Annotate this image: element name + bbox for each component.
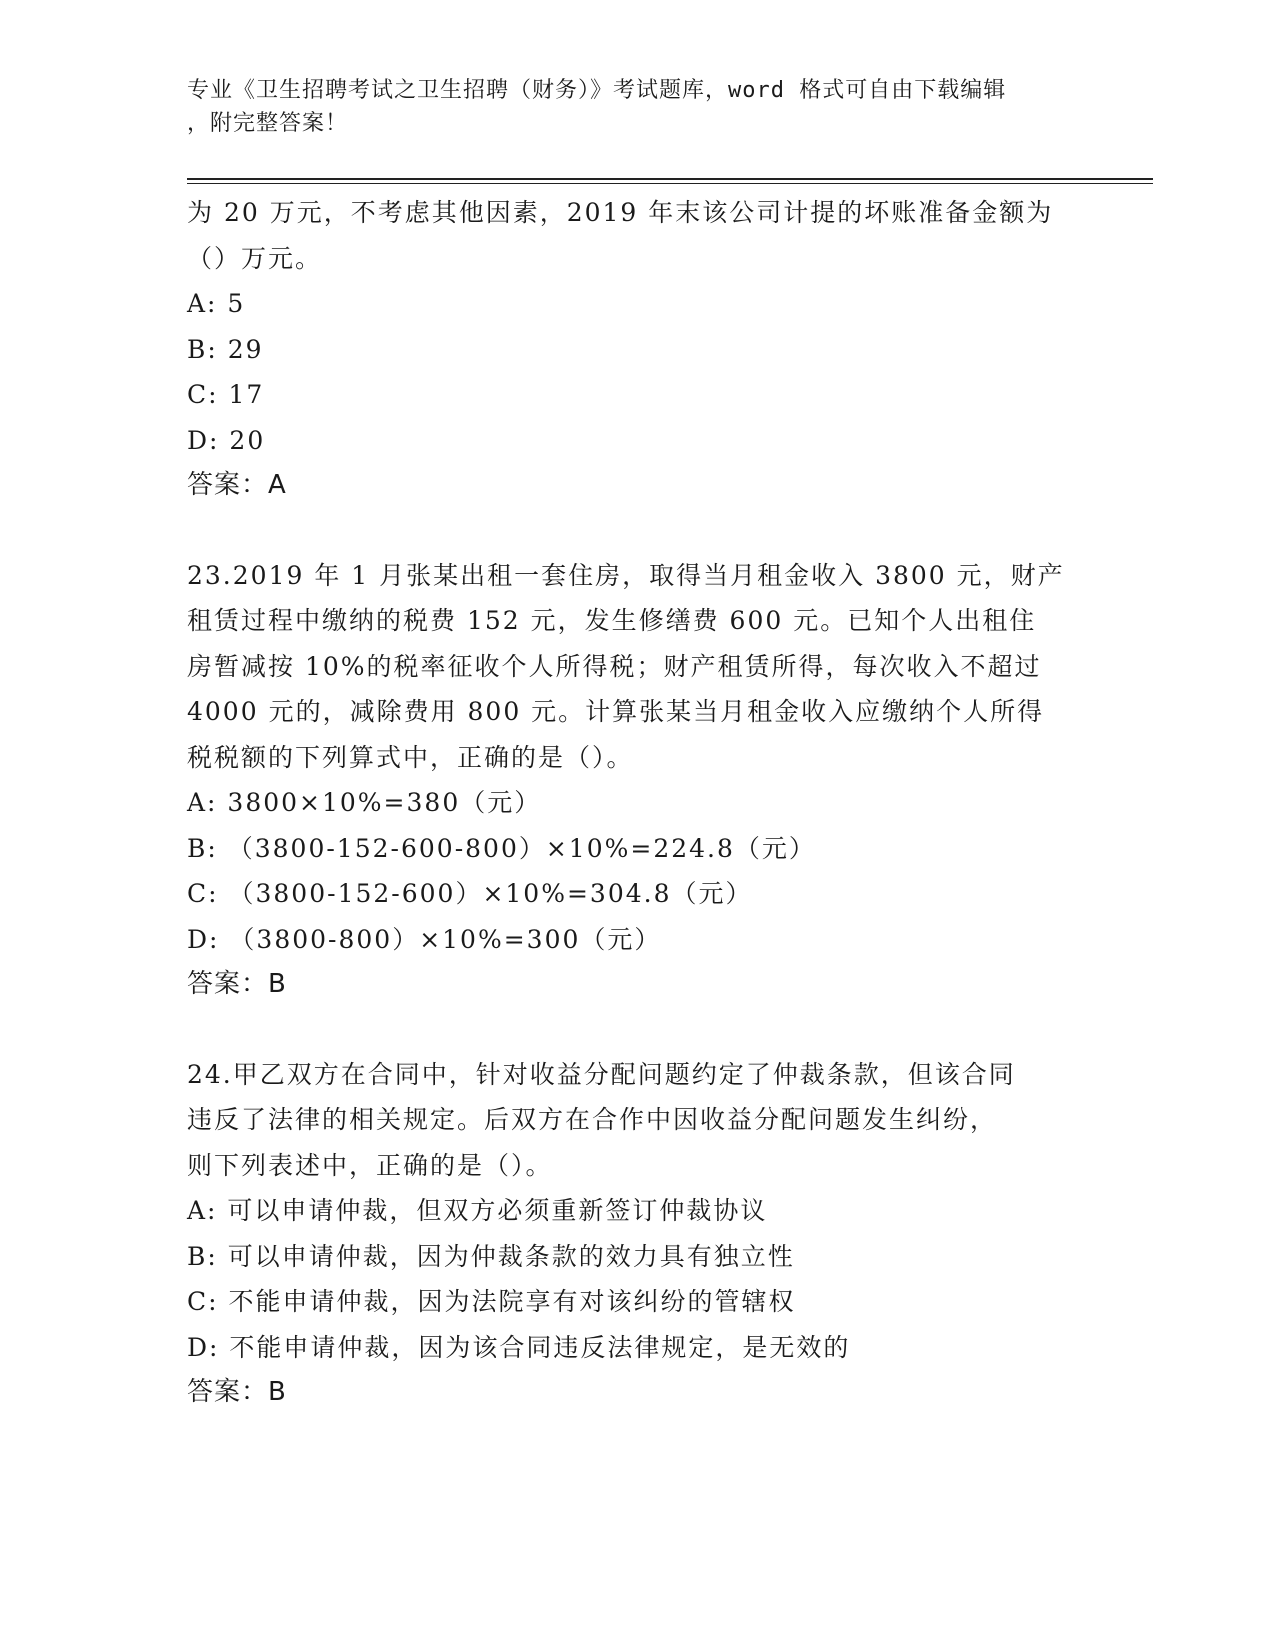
spacer	[187, 1008, 1087, 1052]
header-divider-thin	[187, 183, 1153, 184]
option-d: D: 20	[187, 425, 266, 455]
question-22	[187, 190, 1087, 509]
option-b: B: 可以申请仲裁，因为仲裁条款的效力具有独立性	[187, 1241, 795, 1271]
option-c: C: 不能申请仲裁，因为法院享有对该纠纷的管辖权	[187, 1287, 796, 1316]
question-text-line: 税税额的下列算式中，正确的是（）。	[187, 742, 634, 772]
question-text-line: 为 20 万元，不考虑其他因素，2019 年末该公司计提的坏账准备金额为	[187, 198, 1054, 227]
question-24	[187, 1052, 1087, 1416]
option-c: C: 17	[187, 380, 265, 409]
question-text-line: 租赁过程中缴纳的税费 152 元，发生修缮费 600 元。已知个人出租住	[187, 606, 1037, 635]
question-text-line: 违反了法律的相关规定。后双方在合作中因收益分配问题发生纠纷，	[187, 1105, 998, 1134]
question-text-line: 24.甲乙双方在合同中，针对收益分配问题约定了仲裁条款，但该合同	[187, 1059, 1016, 1089]
question-text-line: （）万元。	[187, 243, 323, 273]
header-line-1: 专业《卫生招聘考试之卫生招聘（财务）》考试题库，word 格式可自由下载编辑	[187, 78, 1007, 103]
option-a: A: 3800×10%=380（元）	[187, 788, 542, 817]
question-text-line: 4000 元的，减除费用 800 元。计算张某当月租金收入应缴纳个人所得	[187, 697, 1045, 726]
answer-label: 答案：A	[187, 470, 287, 500]
option-d: D: 不能申请仲裁，因为该合同违反法律规定，是无效的	[187, 1332, 851, 1362]
option-b: B: 29	[187, 334, 264, 364]
answer-label: 答案：B	[187, 1377, 287, 1407]
option-a: A: 5	[187, 289, 246, 318]
header-divider-thick	[187, 178, 1153, 180]
question-text-line: 23.2019 年 1 月张某出租一套住房，取得当月租金收入 3800 元，财产	[187, 560, 1065, 590]
option-a: A: 可以申请仲裁，但双方必须重新签订仲裁协议	[187, 1196, 768, 1225]
question-23	[187, 553, 1087, 1008]
question-text-line: 则下列表述中，正确的是（）。	[187, 1150, 553, 1180]
option-d: D: （3800-800）×10%=300（元）	[187, 924, 662, 954]
spacer	[187, 509, 1087, 553]
question-content	[187, 190, 1087, 1416]
option-c: C: （3800-152-600）×10%=304.8（元）	[187, 879, 753, 908]
document-header	[187, 74, 1067, 140]
question-text-line: 房暂减按 10%的税率征收个人所得税；财产租赁所得，每次收入不超过	[187, 651, 1042, 681]
option-b: B: （3800-152-600-800）×10%=224.8（元）	[187, 833, 816, 863]
answer-label: 答案：B	[187, 969, 287, 999]
header-line-2: ，附完整答案！	[187, 111, 349, 136]
